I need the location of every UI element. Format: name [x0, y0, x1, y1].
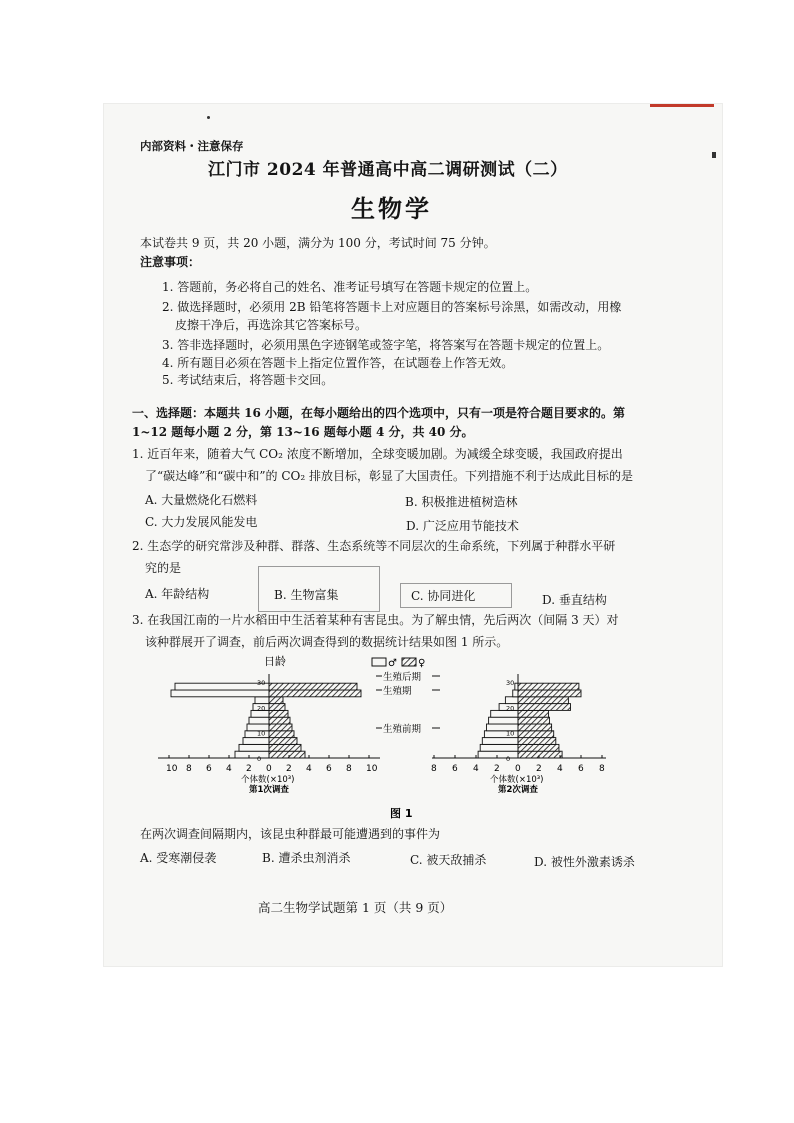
section-heading: 1~12 题每小题 2 分，第 13~16 题每小题 4 分，共 40 分。	[132, 425, 474, 439]
question-1-option-a: A. 大量燃烧化石燃料	[145, 493, 258, 507]
x-tick-label: 6	[452, 764, 458, 774]
exam-title: 江门市 2024 年普通高中高二调研测试（二）	[208, 160, 568, 180]
bar-male	[175, 683, 269, 690]
bar-female	[269, 724, 292, 731]
note-item: 4. 所有题目必须在答题卡上指定位置作答，在试题卷上作答无效。	[162, 356, 514, 370]
bar-male	[480, 744, 518, 751]
bar-female	[518, 751, 562, 758]
question-1-stem: 了“碳达峰”和“碳中和”的 CO₂ 排放目标，彰显了大国责任。下列措施不利于达成此目标的是	[145, 469, 634, 483]
x-tick-label: 6	[206, 764, 212, 774]
confidential-label: 内部资料・注意保存	[140, 139, 244, 153]
x-tick-label: 10	[166, 764, 178, 774]
bar-female	[269, 683, 357, 690]
bar-female	[269, 744, 301, 751]
figure-caption: 图 1	[390, 807, 413, 820]
note-item: 3. 答非选择题时，必须用黑色字迹钢笔或签字笔，将答案写在答题卡规定的位置上。	[162, 338, 610, 352]
question-1-option-d: D. 广泛应用节能技术	[406, 519, 519, 533]
question-3-option-c: C. 被天敌捕杀	[410, 853, 487, 867]
section-heading: 一、选择题：本题共 16 小题，在每小题给出的四个选项中，只有一项是符合题目要求的。第	[132, 406, 626, 420]
bar-female	[269, 738, 297, 745]
legend-swatch-male	[372, 658, 386, 666]
question-1-stem: 1. 近百年来，随着大气 CO₂ 浓度不断增加，全球变暖加剧。为减缓全球变暖，我国政府提出	[132, 447, 623, 461]
bar-male	[255, 697, 269, 704]
question-2-stem: 2. 生态学的研究常涉及种群、群落、生态系统等不同层次的生命系统，下列属于种群水平研	[132, 539, 616, 553]
bar-female	[269, 697, 283, 704]
question-2-stem: 究的是	[145, 561, 182, 575]
x-tick-label: 8	[346, 764, 352, 774]
bar-male	[171, 690, 269, 697]
bar-female	[518, 744, 559, 751]
x-tick-label: 8	[431, 764, 437, 774]
bar-male	[489, 717, 518, 724]
question-1-option-c: C. 大力发展风能发电	[145, 515, 258, 529]
x-tick-label: 4	[473, 764, 479, 774]
question-3-stem: 该种群展开了调查，前后两次调查得到的数据统计结果如图 1 所示。	[145, 635, 509, 649]
stage-label: 生殖期	[383, 686, 412, 697]
bar-female	[269, 704, 285, 711]
bar-female	[518, 710, 548, 717]
question-3-option-a: A. 受寒潮侵袭	[140, 851, 217, 865]
population-pyramid-figure	[150, 652, 640, 820]
bar-male	[243, 738, 269, 745]
x-axis-label: 个体数(×10³)	[490, 775, 544, 785]
note-item: 1. 答题前，务必将自己的姓名、准考证号填写在答题卡规定的位置上。	[162, 280, 538, 294]
question-3-prompt: 在两次调查间隔期内，该昆虫种群最可能遭遇到的事件为	[140, 827, 441, 841]
y-tick-label: 30	[506, 679, 515, 687]
scan-speck	[207, 116, 210, 119]
stage-label: 生殖后期	[383, 672, 422, 683]
note-item: 2. 做选择题时，必须用 2B 铅笔将答题卡上对应题目的答案标号涂黑，如需改动，用橡	[162, 300, 622, 314]
y-tick-label: 10	[257, 729, 266, 738]
legend-label-male: ♂	[388, 658, 397, 669]
bar-female	[518, 690, 581, 697]
x-tick-label: 10	[366, 764, 378, 774]
legend-swatch-female	[402, 658, 416, 666]
y-tick-label: 20	[257, 704, 266, 713]
question-1-option-b: B. 积极推进植树造林	[405, 495, 518, 509]
stage-label: 生殖前期	[383, 724, 422, 735]
bar-female	[269, 710, 288, 717]
x-tick-label: 6	[578, 764, 584, 774]
y-tick-label: 30	[257, 679, 266, 687]
note-item: 5. 考试结束后，将答题卡交回。	[162, 373, 334, 387]
x-tick-label: 2	[536, 764, 542, 774]
notes-heading: 注意事项：	[140, 255, 201, 269]
x-tick-label: 0	[515, 764, 521, 774]
bar-male	[239, 744, 269, 751]
bar-male	[513, 690, 518, 697]
x-tick-label: 2	[246, 764, 252, 774]
x-tick-label: 8	[186, 764, 192, 774]
bar-female	[518, 724, 552, 731]
x-axis-label: 个体数(×10³)	[241, 775, 295, 785]
question-3-option-b: B. 遭杀虫剂消杀	[262, 851, 351, 865]
question-3-option-d: D. 被性外激素诱杀	[534, 855, 635, 869]
x-tick-label: 4	[226, 764, 232, 774]
bar-male	[235, 751, 269, 758]
y-axis-label: 日龄	[264, 655, 286, 668]
panel-title: 第2次调查	[498, 785, 538, 795]
question-2-option-d: D. 垂直结构	[542, 593, 607, 607]
y-tick-label: 0	[257, 755, 262, 763]
bar-male	[505, 697, 518, 704]
bar-male	[482, 738, 518, 745]
bar-female	[269, 731, 294, 738]
x-tick-label: 0	[266, 764, 272, 774]
bar-female	[518, 731, 554, 738]
bar-female	[518, 683, 579, 690]
bar-male	[249, 717, 269, 724]
question-2-option-a: A. 年龄结构	[145, 587, 210, 601]
y-tick-label: 20	[506, 704, 515, 713]
bar-female	[518, 738, 556, 745]
panel-title: 第1次调查	[249, 785, 289, 795]
bar-female	[269, 717, 290, 724]
page-footer: 高二生物学试题第 1 页（共 9 页）	[258, 900, 453, 915]
y-tick-label: 0	[506, 755, 511, 763]
exam-intro: 本试卷共 9 页，共 20 小题，满分为 100 分，考试时间 75 分钟。	[140, 236, 496, 250]
x-tick-label: 4	[306, 764, 312, 774]
legend-label-female: ♀	[418, 658, 426, 669]
question-2-option-c: C. 协同进化	[411, 589, 476, 603]
bar-female	[518, 697, 568, 704]
question-3-stem: 3. 在我国江南的一片水稻田中生活着某种有害昆虫。为了解虫情，先后两次（间隔 3 天）对	[132, 613, 619, 627]
x-tick-label: 8	[599, 764, 605, 774]
bar-female	[518, 704, 571, 711]
x-tick-label: 6	[326, 764, 332, 774]
subject-title: 生物学	[351, 194, 432, 223]
x-tick-label: 2	[286, 764, 292, 774]
note-item: 皮擦干净后，再选涂其它答案标号。	[175, 318, 368, 332]
bar-male	[478, 751, 518, 758]
y-tick-label: 10	[506, 729, 515, 738]
question-2-option-b: B. 生物富集	[274, 588, 339, 602]
bar-female	[269, 690, 361, 697]
bar-female	[518, 717, 550, 724]
scan-mark	[712, 152, 716, 158]
bar-female	[269, 751, 305, 758]
x-tick-label: 4	[557, 764, 563, 774]
x-tick-label: 2	[494, 764, 500, 774]
red-mark	[650, 104, 714, 107]
